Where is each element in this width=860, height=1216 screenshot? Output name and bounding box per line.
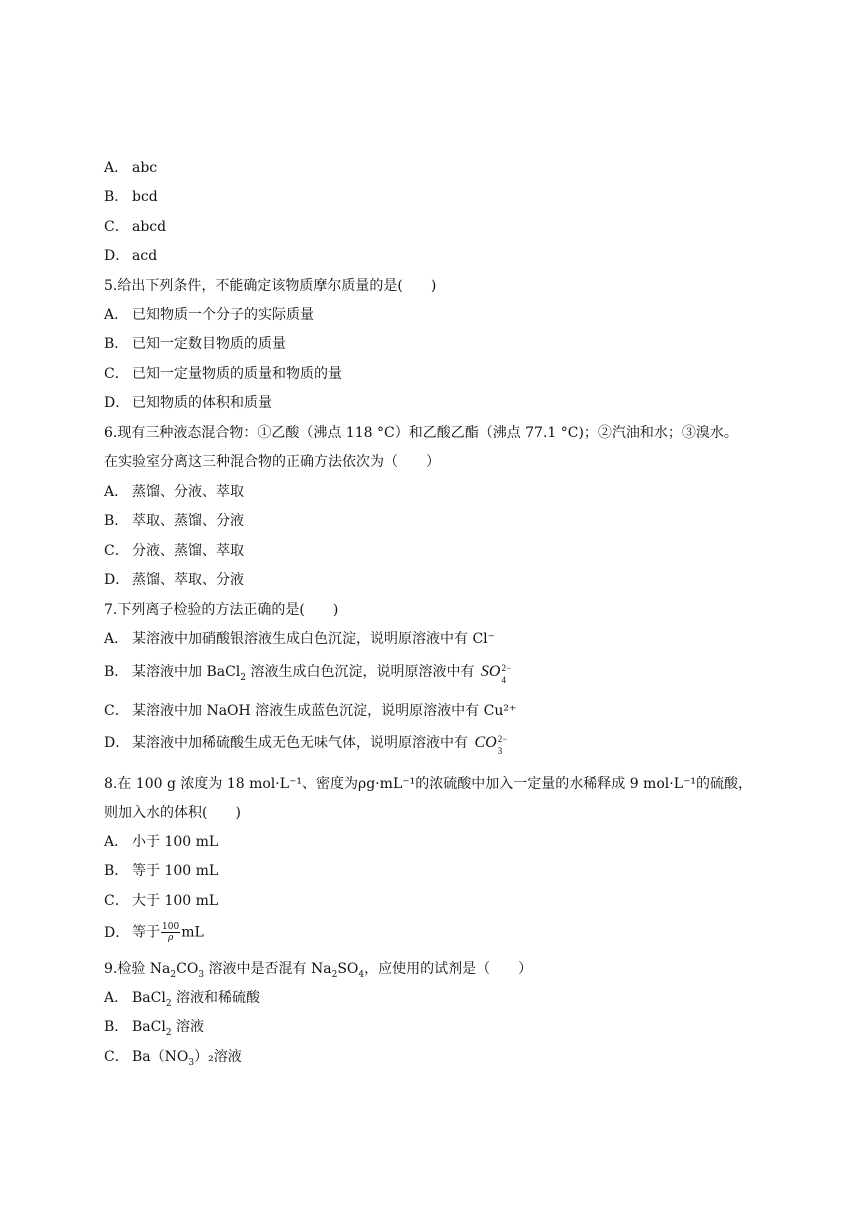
ion-charge: 2− [501,663,512,673]
option-label: D． [104,924,130,941]
ion-subscript: 4 [501,675,506,685]
option-text: 某溶液中加 NaOH 溶液生成蓝色沉淀，说明原溶液中有 Cu²⁺ [132,703,517,719]
subscript: 4 [358,969,365,980]
q6-stem-line-2: 在实验室分离这三种混合物的正确方法依次为（ ） [104,454,440,470]
q8-option-d [104,922,204,943]
option-text: bcd [132,189,158,205]
option-label: A． [104,160,129,176]
option-text: 某溶液中加硝酸银溶液生成白色沉淀，说明原溶液中有 Cl⁻ [132,631,496,647]
option-text-pre: Ba（NO [132,1049,189,1065]
subscript: 2 [240,672,247,683]
subscript: 2 [331,969,338,980]
option-label: C． [104,893,129,909]
option-text: 大于 100 mL [132,893,219,909]
q7-option-c [104,701,516,721]
ion-symbol: SO [480,663,501,680]
option-text: 小于 100 mL [132,834,219,850]
option-text: 已知一定数目物质的质量 [132,336,286,352]
q9-option-b [104,1017,204,1037]
ion-charge: 2− [497,734,508,744]
option-text: 某溶液中加稀硫酸生成无色无味气体，说明原溶液中有 [132,735,468,751]
option-text-post: ）₂溶液 [194,1049,242,1065]
option-text: 已知物质一个分子的实际质量 [132,307,314,323]
option-label: D． [104,248,130,264]
q8-stem-line-2: 则加入水的体积( ) [104,805,241,821]
option-text: 萃取、蒸馏、分液 [132,513,244,529]
option-label: D． [104,572,130,588]
option-label: B． [104,863,129,879]
q5-stem: 5.给出下列条件，不能确定该物质摩尔质量的是( ) [104,278,437,294]
subscript: 3 [198,969,205,980]
option-label: A． [104,484,129,500]
option-text-pre: BaCl [132,1019,166,1035]
q4-option-d [104,246,157,266]
q9-stem [104,959,532,979]
option-text-post: mL [181,924,204,941]
q8-option-c [104,891,218,911]
subscript: 2 [165,1027,172,1038]
q8-option-b [104,861,218,881]
q7-option-d [104,731,515,756]
option-label: B． [104,664,129,680]
option-label: B． [104,189,129,205]
option-label: C． [104,1049,129,1065]
q7-option-a [104,629,495,649]
subscript: 2 [165,998,172,1009]
stem-text: CO [176,961,199,977]
q8-stem-line-1: 8.在 100 g 浓度为 18 mol·L⁻¹、密度为ρg·mL⁻¹的浓硫酸中加入一定量的水稀释成 9 mol·L⁻¹的硫酸， [104,776,752,792]
q9-option-c [104,1047,242,1067]
stem-text: ，应使用的试剂是（ ） [364,961,533,977]
ion-subscript: 3 [497,746,503,756]
sulfate-ion-formula [480,660,519,685]
fraction [161,922,180,943]
option-text: acd [132,248,158,264]
option-text: abcd [132,219,167,235]
subscript: 3 [188,1057,195,1068]
option-label: A． [104,631,129,647]
q5-option-a [104,305,314,325]
option-label: D． [104,735,130,751]
option-label: B． [104,513,129,529]
option-label: C． [104,219,129,235]
option-text: 已知物质的体积和质量 [132,395,272,411]
option-text: 已知一定量物质的质量和物质的量 [132,366,342,382]
option-label: C． [104,703,129,719]
q4-option-b [104,187,158,207]
q5-option-d [104,393,272,413]
option-text-post: 溶液 [171,1019,205,1035]
q5-option-b [104,334,286,354]
option-text-pre: BaCl [132,990,166,1006]
option-text: 蒸馏、分液、萃取 [132,484,244,500]
q4-option-c [104,217,166,237]
option-text: abc [132,160,158,176]
option-text-post: 溶液生成白色沉淀，说明原溶液中有 [246,664,475,680]
option-text-pre: 等于 [132,924,160,941]
q5-option-c [104,364,342,384]
option-label: C． [104,543,129,559]
stem-text: 溶液中是否混有 Na [204,961,332,977]
option-text: 分液、蒸馏、萃取 [132,543,244,559]
q6-option-c [104,541,244,561]
q6-option-a [104,482,244,502]
q7-option-b [104,660,518,685]
q9-option-a [104,988,260,1008]
option-label: D． [104,395,130,411]
q4-option-a [104,158,157,178]
option-label: B． [104,1019,129,1035]
carbonate-ion-formula [474,731,514,756]
option-text-post: 溶液和稀硫酸 [171,990,261,1006]
q8-option-a [104,832,218,852]
q7-stem: 7.下列离子检验的方法正确的是( ) [104,602,339,618]
fraction-numerator: 100 [162,922,180,932]
option-text: 蒸馏、萃取、分液 [132,572,244,588]
option-text-pre: 某溶液中加 BaCl [132,664,241,680]
q6-stem-line-1: 6.现有三种液态混合物：①乙酸（沸点 118 °C）和乙酸乙酯（沸点 77.1 °C)；②汽油和水；③溴水。 [104,425,738,441]
option-text: 等于 100 mL [132,863,219,879]
option-label: A． [104,990,129,1006]
option-label: A． [104,834,129,850]
option-label: B． [104,336,129,352]
stem-text: SO [337,961,359,977]
q6-option-d [104,570,244,590]
option-label: C． [104,366,129,382]
option-label: A． [104,307,129,323]
stem-text: 9.检验 Na [104,961,171,977]
ion-symbol: CO [474,734,497,751]
subscript: 2 [170,969,177,980]
fraction-denominator: ρ [167,933,174,943]
q6-option-b [104,511,244,531]
